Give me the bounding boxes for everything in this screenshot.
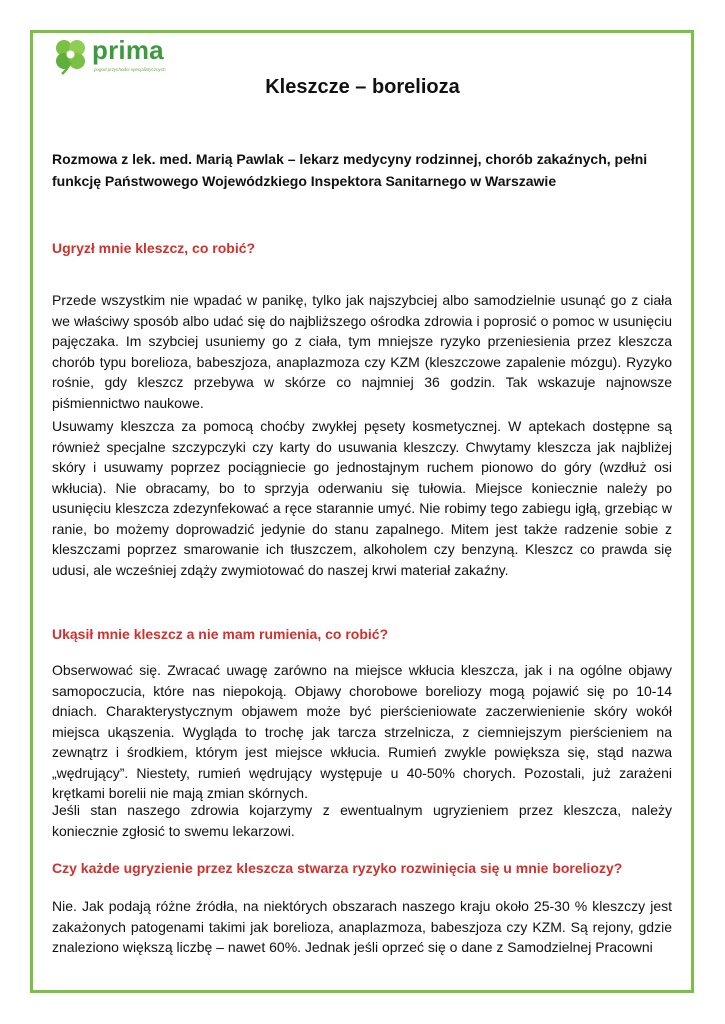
question-heading: Ugryzł mnie kleszcz, co robić? (52, 240, 256, 256)
logo-wordmark: prima (92, 35, 164, 65)
answer-paragraph: Nie. Jak podają różne źródła, na niektórych obszarach naszego kraju około 25-30 % kleszczy jest zakażonych patogenami takimi jak borelioza, anaplazmoza, babeszjoza czy KZM. Są rejony, gdzie znaleziono większą liczbę – nawet 60%. Jednak jeśli oprzeć się o dane z Samodzielnej Pracowni (52, 898, 672, 955)
answer-paragraph: Usuwamy kleszcza za pomocą choćby zwykłej pęsety kosmetycznej. W aptekach dostępne są również specjalne szczypczyki czy karty do usuwania kleszczy. Chwytamy kleszcza jak najbliżej skóry i usuwamy poprzez pociągniecie go jednostajnym ruchem pionowo do góry (wzdłuż osi wkłucia). Nie obracamy, bo to sprzyja oderwaniu się tułowia. Miejsce koniecznie należy po usunięciu kleszcza zdezynfekować a ręce starannie umyć. Nie robimy tego zabiegu igłą, grzebiąc w ranie, bo możemy doprowadzić jedynie do stanu zapalnego. Mitem jest także radzenie sobie z kleszczami poprzez smarowanie ich tłuszczem, alkoholem czy benzyną. Kleszcz co prawda się udusi, ale wcześniej zdąży zwymiotować do naszej krwi materiał zakaźny. (52, 418, 672, 578)
question-heading: Ukąsił mnie kleszcz a nie mam rumienia, co robić? (52, 626, 389, 642)
logo-tagline: pogod przychodni specjalistycznych (94, 67, 166, 72)
clover-icon (50, 36, 92, 76)
answer-paragraph: Obserwować się. Zwracać uwagę zarówno na miejsce wkłucia kleszcza, jak i na ogólne objawy samopoczucia, które nas niepokoją. Objawy chorobowe boreliozy mogą pojawić się po 10-14 dniach. Charakterystycznym objawem może być pierścieniowate zaczerwienienie skóry wokół miejsca ukąszenia. Wygląda to trochę jak tarcza strzelnicza, z ciemniejszym pierścieniem na zewnątrz i środkiem, którym jest miejsce wkłucia. Rumień zwykle powiększa się, stąd nazwa „wędrujący”. Niestety, rumień wędrujący występuje u 40-50% chorych. Pozostali, już zarażeni krętkami borelii nie mają zmian skórnych. (52, 662, 672, 801)
question-heading: Czy każde ugryzienie przez kleszcza stwarza ryzyko rozwinięcia się u mnie boreliozy? (52, 860, 623, 876)
page-title: Kleszcze – borelioza (265, 76, 460, 98)
answer-paragraph: Przede wszystkim nie wpadać w panikę, tylko jak najszybciej albo samodzielnie usunąć go z ciała we właściwy sposób albo udać się do najbliższego ośrodka zdrowia i poprosić o pomoc w usunięciu pajęczaka. Im szybciej usuniemy go z ciała, tym mniejsze ryzyko przeniesienia przez kleszcza chorób typu borelioza, babeszjoza, anaplazmoza czy KZM (kleszczowe zapalenie mózgu). Ryzyko rośnie, gdy kleszcz przebywa w skórze co najmniej 36 godzin. Tak wskazuje najnowsze piśmiennictwo naukowe. (52, 292, 672, 411)
interview-intro: Rozmowa z lek. med. Marią Pawlak – lekarz medycyny rodzinnej, chorób zakaźnych, pełni funkcję Państwowego Wojewódzkiego Inspektora Sanitarnego w Warszawie (52, 151, 648, 189)
answer-paragraph: Jeśli stan naszego zdrowia kojarzymy z ewentualnym ugryzieniem przez kleszcza, należy koniecznie zgłosić to swemu lekarzowi. (52, 802, 672, 839)
